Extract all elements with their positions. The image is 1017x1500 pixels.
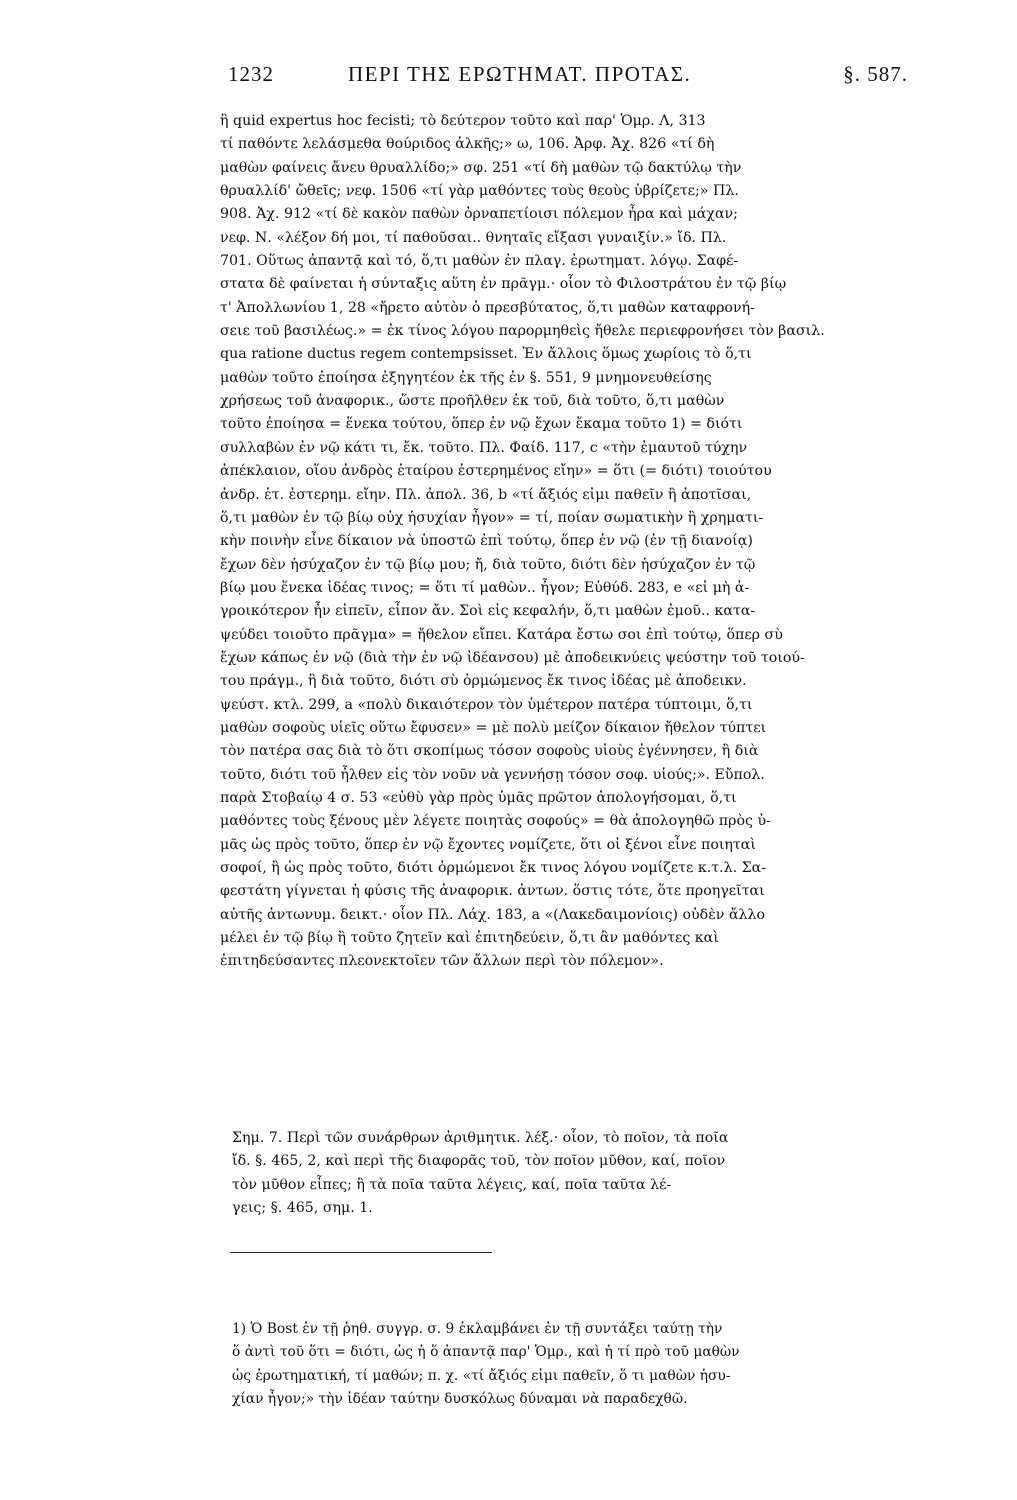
text-line: συλλαβὼν ἐν νῷ κάτι τι, ἔκ. τοῦτο. Πλ. Φαίδ. 117, c «τὴν ἐμαυτοῦ τύχην <box>220 439 748 456</box>
text-line: φεστάτη γίγνεται ἡ φύσις τῆς ἀναφορικ. ἀντων. ὅστις τότε, ὅτε προηγεῖται <box>220 883 765 900</box>
page-number: 1232 <box>228 62 274 86</box>
section-number: §. 587. <box>843 62 908 86</box>
text-line: ἢ quid expertus hoc fecisti; τὸ δεύτερον τοῦτο καὶ παρ' Ὁμρ. Λ, 313 <box>220 113 706 129</box>
text-line: ἔχων κάπως ἐν νῷ (διὰ τὴν ἐν νῷ ἰδέανσου) μὲ ἀποδεικνύεις ψεύστην τοῦ τοιού- <box>220 649 805 666</box>
text-line: θρυαλλίδ' ὤθεῖς; νεφ. 1506 «τί γὰρ μαθόντες τοὺς θεοὺς ὑβρίζετε;» Πλ. <box>220 183 739 200</box>
text-line: σειε τοῦ βασιλέως.» = ἐκ τίνος λόγου παρορμηθεὶς ἤθελε περιεφρονήσει τὸν βασιλ. <box>220 323 825 340</box>
text-line: του πράγμ., ἢ διὰ τοῦτο, διότι σὺ ὁρμώμενος ἔκ τινος ἰδέας μὲ ἀποδεικν. <box>220 673 747 690</box>
text-line: γροικότερον ἦν εἰπεῖν, εἶπον ἄν. Σοὶ εἰς κεφαλήν, ὅ,τι μαθὼν ἐμοῦ.. κατα- <box>220 603 756 620</box>
text-line: μᾶς ὡς πρὸς τοῦτο, ὅπερ ἐν νῷ ἔχοντες νομίζετε, ὅτι οἱ ξένοι εἶνε ποιηταὶ <box>220 836 756 853</box>
footnote-line: χίαν ἦγον;» τὴν ἰδέαν ταύτην δυσκόλως δύναμαι νὰ παραδεχθῶ. <box>232 1390 688 1407</box>
footnote-block <box>232 1318 912 1411</box>
note-line: γεις; §. 465, σημ. 1. <box>232 1199 373 1216</box>
text-line: 908. Ἀχ. 912 «τί δὲ κακὸν παθὼν ὀρναπετίοισι πόλεμον ἦρα καὶ μάχαν; <box>220 206 738 223</box>
text-line: qua ratione ductus regem contempsisset. Ἐν ἄλλοις ὅμως χωρίοις τὸ ὅ,τι <box>220 346 752 363</box>
text-line: κὴν ποινὴν εἶνε δίκαιον νὰ ὑποστῶ ἐπὶ τούτῳ, ὅπερ ἐν νῷ (ἐν τῇ διανοίᾳ) <box>220 533 753 550</box>
text-line: βίῳ μου ἕνεκα ἰδέας τινος; = ὅτι τί μαθὼν.. ἦγον; Εὐθύδ. 283, e «εἰ μὴ ἀ- <box>220 579 750 596</box>
text-line: χρήσεως τοῦ ἀναφορικ., ὥστε προῆλθεν ἐκ τοῦ, διὰ τοῦτο, ὅ,τι μαθὼν <box>220 393 725 410</box>
text-line: σοφοί, ἢ ὡς πρὸς τοῦτο, διότι ὁρμώμενοι ἔκ τινος λόγου νομίζετε κ.τ.λ. Σα- <box>220 860 767 876</box>
text-line: ψεύστ. κτλ. 299, a «πολὺ δικαιότερον τὸν ὑμέτερον πατέρα τύπτοιμι, ὅ,τι <box>220 696 753 713</box>
text-line: ἀπέκλαιον, οἵου ἀνδρὸς ἑταίρου ἐστερημένος εἴην» = ὅτι (= διότι) τοιούτου <box>220 463 772 480</box>
footnote-line: 1) Ὁ Bost ἐν τῇ ῥηθ. συγγρ. σ. 9 ἐκλαμβάνει ἐν τῇ συντάξει ταύτῃ τὴν <box>232 1321 723 1337</box>
main-text-block <box>220 110 910 974</box>
text-line: μαθὼν φαίνεις ἄνευ θρυαλλίδο;» σφ. 251 «τί δὴ μαθὼν τῷ δακτύλῳ τὴν <box>220 159 742 176</box>
text-line: μαθὼν τοῦτο ἐποίησα ἐξηγητέον ἐκ τῆς ἐν §. 551, 9 μνημονευθείσης <box>220 369 712 386</box>
text-line: ψεύδει τοιοῦτο πρᾶγμα» = ἤθελον εἴπει. Κατάρα ἔστω σοι ἐπὶ τούτῳ, ὅπερ σὺ <box>220 626 783 643</box>
note-line: ἴδ. §. 465, 2, καὶ περὶ τῆς διαφορᾶς τοῦ, τὸν ποῖον μῦθον, καί, ποῖον <box>232 1153 726 1170</box>
note-line: Σημ. 7. Περὶ τῶν συνάρθρων ἀριθμητικ. λέξ.· οἷον, τὸ ποῖον, τὰ ποῖα <box>232 1130 729 1146</box>
text-line: 701. Οὕτως ἀπαντᾷ καὶ τό, ὅ,τι μαθὼν ἐν πλαγ. ἐρωτηματ. λόγῳ. Σαφέ- <box>220 253 739 270</box>
footnote-divider <box>230 1252 492 1253</box>
text-line: τοῦτο ἐποίησα = ἕνεκα τούτου, ὅπερ ἐν νῷ ἔχων ἔκαμα τοῦτο 1) = διότι <box>220 416 743 433</box>
text-line: νεφ. Ν. «λέξον δή μοι, τί παθοῦσαι.. θνηταῖς εἴξασι γυναιξίν.» ἴδ. Πλ. <box>220 229 727 246</box>
text-line: μέλει ἐν τῷ βίῳ ἢ τοῦτο ζητεῖν καὶ ἐπιτηδεύειν, ὅ,τι ἂν μαθόντες καὶ <box>220 930 719 947</box>
text-line: μαθόντες τοὺς ξένους μὲν λέγετε ποιητὰς σοφούς» = θὰ ἀπολογηθῶ πρὸς ὑ- <box>220 813 771 830</box>
text-line: τ' Ἀπολλωνίου 1, 28 «ἤρετο αὐτὸν ὁ πρεσβύτατος, ὅ,τι μαθὼν καταφρονή- <box>220 299 755 316</box>
text-line: τὸν πατέρα σας διὰ τὸ ὅτι σκοπίμως τόσον σοφοὺς υἱοὺς ἐγέννησεν, ἢ διὰ <box>220 743 759 760</box>
text-line: μαθὼν σοφοὺς υἱεῖς οὕτω ἔφυσεν» = μὲ πολὺ μείζον δίκαιον ἤθελον τύπτει <box>220 719 767 736</box>
running-title: ΠΕΡΙ ΤΗΣ ΕΡΩΤΗΜΑΤ. ΠΡΟΤΑΣ. <box>348 62 692 86</box>
text-line: τοῦτο, διότι τοῦ ἦλθεν εἰς τὸν νοῦν νὰ γεννήσῃ τόσον σοφ. υἱούς;». Εὔπολ. <box>220 766 765 783</box>
running-header <box>228 62 908 98</box>
text-line: αὐτῆς ἀντωνυμ. δεικτ.· οἷον Πλ. Λάχ. 183, a «(Λακεδαιμονίοις) οὐδὲν ἄλλο <box>220 906 766 923</box>
text-line: ἔχων δὲν ἡσύχαζον ἐν τῷ βίῳ μου; ἤ, διὰ τοῦτο, διότι δὲν ἡσύχαζον ἐν τῷ <box>220 556 756 573</box>
text-line: στατα δὲ φαίνεται ἡ σύνταξις αὕτη ἐν πρᾶγμ.· οἷον τὸ Φιλοστράτου ἐν τῷ βίῳ <box>220 276 787 293</box>
text-line: παρὰ Στοβαίῳ 4 σ. 53 «εὐθὺ γὰρ πρὸς ὑμᾶς πρῶτον ἀπολογήσομαι, ὅ,τι <box>220 789 737 806</box>
footnote-line: ὅ ἀντὶ τοῦ ὅτι = διότι, ὡς ἡ ὅ ἀπαντᾷ παρ' Ὁμρ., καὶ ἡ τί πρὸ τοῦ μαθὼν <box>232 1344 740 1361</box>
text-line: ἐπιτηδεύσαντες πλεονεκτοῖεν τῶν ἄλλων περὶ τὸν πόλεμον». <box>220 953 664 970</box>
text-line: τί παθόντε λελάσμεθα θούριδος ἀλκῆς;» ω, 106. Ἀρφ. Ἀχ. 826 «τί δὴ <box>220 136 715 153</box>
note-block <box>232 1127 912 1220</box>
text-line: ὅ,τι μαθὼν ἐν τῷ βίῳ οὐχ ἡσυχίαν ἦγον» = τί, ποίαν σωματικὴν ἢ χρηματι- <box>220 509 764 526</box>
text-line: ἀνδρ. ἑτ. ἐστερημ. εἴην. Πλ. ἀπολ. 36, b «τί ἄξιός εἰμι παθεῖν ἢ ἀποτῖσαι, <box>220 486 752 503</box>
note-line: τὸν μῦθον εἶπες; ἢ τὰ ποῖα ταῦτα λέγεις, καί, ποῖα ταῦτα λέ- <box>232 1176 672 1193</box>
footnote-line: ὡς ἐρωτηματική, τί μαθών; π. χ. «τί ἄξιός εἰμι παθεῖν, ὅ τι μαθὼν ἡσυ- <box>232 1367 731 1384</box>
